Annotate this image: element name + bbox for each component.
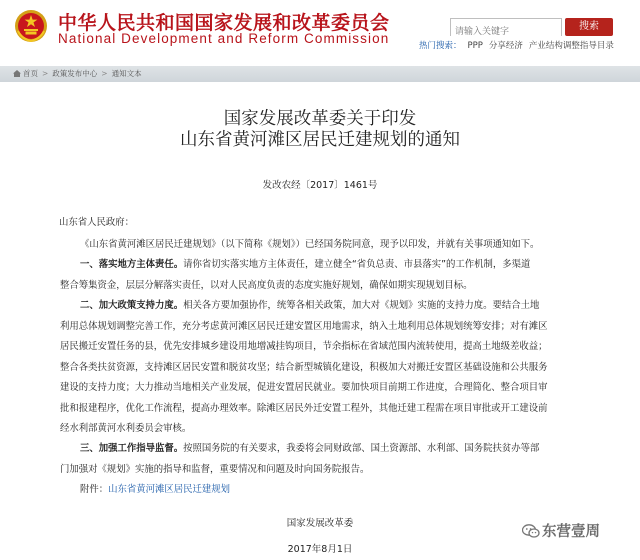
wechat-icon — [522, 524, 540, 538]
home-icon — [13, 70, 21, 77]
hot-search-label: 热门搜索： — [419, 41, 462, 51]
breadcrumb: 首页 > 政策发布中心 > 通知文本 — [13, 66, 142, 82]
section-3-line2: 门加强对《规划》实施的指导和监督，重要情况和问题及时向国务院报告。 — [60, 464, 370, 475]
breadcrumb-bar — [0, 66, 640, 82]
hot-search-item[interactable]: PPP — [467, 41, 483, 51]
org-name-en[interactable]: National Development and Reform Commission — [58, 31, 390, 46]
attachment — [80, 481, 230, 495]
section-2-line5: 建设的支持力度；大力推动当地相关产业发展，促进安置居民就业。要加快项目前期工作进度，合理简化、整合项目审 — [60, 382, 548, 393]
section-1-line2: 整合筹集资金，层层分解落实责任，以对人民高度负责的态度实施好规划，确保如期实现规划目标。 — [60, 280, 473, 291]
signature-date: 2017年8月1日 — [287, 544, 353, 555]
national-emblem-icon[interactable] — [14, 9, 48, 43]
section-2-line7: 经水利部黄河水利委员会审核。 — [60, 423, 192, 434]
org-name-cn[interactable]: 中华人民共和国国家发展和改革委员会 — [58, 12, 390, 34]
search-input[interactable] — [451, 24, 561, 40]
search-box[interactable] — [450, 18, 562, 36]
wechat-watermark — [522, 520, 600, 541]
section-2-line6: 批和报建程序，优化工作流程，提高办理效率。除滩区居民外迁安置工程外，其他迁建工程需在项目审批或开工建设前 — [60, 403, 548, 414]
page-title-line1: 国家发展改革委关于印发 — [223, 109, 417, 129]
hot-search-item[interactable]: 分享经济 — [488, 41, 523, 51]
section-1-line1: 一、落实地方主体责任。请你省切实落实地方主体责任，建立健全“省负总责、市县落实”的工作机制，多渠道 — [80, 259, 531, 270]
section-3-heading: 三、加强工作指导监督。 — [80, 443, 184, 454]
hot-search-item[interactable]: 产业结构调整指导目录 — [528, 41, 614, 51]
salutation: 山东省人民政府： — [59, 217, 135, 228]
attachment-label: 附件： — [80, 484, 109, 495]
section-3-line1: 三、加强工作指导监督。按照国务院的有关要求，我委将会同财政部、国土资源部、水利部、国务院扶贫办等部 — [80, 443, 540, 454]
section-2-line4: 整合各类扶贫资源，支持滩区居民安置和脱贫攻坚；结合新型城镇化建设，积极加大对搬迁安置区基础设施和公共服务 — [60, 362, 548, 373]
breadcrumb-policy-center[interactable]: 政策发布中心 — [52, 69, 98, 78]
breadcrumb-home[interactable]: 首页 — [23, 69, 38, 78]
document-number: 发改农经〔2017〕1461号 — [262, 180, 378, 191]
site-header — [0, 0, 640, 60]
intro-paragraph: 《山东省黄河滩区居民迁建规划》（以下简称《规划》）已经国务院同意，现予以印发，并就有关事项通知如下。 — [80, 239, 540, 250]
section-2-line3: 居民搬迁安置任务的县，优先安排城乡建设用地增减挂钩项目，节余指标在省域范围内流转使用，提高土地级差收益； — [60, 341, 548, 352]
page-title-line2: 山东省黄河滩区居民迁建规划的通知 — [180, 130, 460, 150]
breadcrumb-notice-text[interactable]: 通知文本 — [111, 69, 142, 78]
search-button[interactable]: 搜索 — [565, 18, 613, 36]
section-2-line1: 二、加大政策支持力度。相关各方要加强协作，统筹各相关政策，加大对《规划》实施的支持力度。要结合土地 — [80, 300, 540, 311]
hot-search — [419, 39, 614, 51]
section-2-heading: 二、加大政策支持力度。 — [80, 300, 184, 311]
attachment-link[interactable]: 山东省黄河滩区居民迁建规划 — [108, 484, 231, 495]
signature-org: 国家发展改革委 — [286, 518, 354, 529]
section-1-heading: 一、落实地方主体责任。 — [80, 259, 184, 270]
watermark-text: 东营壹周 — [542, 524, 600, 540]
section-2-line2: 利用总体规划调整完善工作，充分考虑黄河滩区居民迁建安置区用地需求，纳入土地利用总体规划统筹安排；对有滩区 — [60, 321, 548, 332]
